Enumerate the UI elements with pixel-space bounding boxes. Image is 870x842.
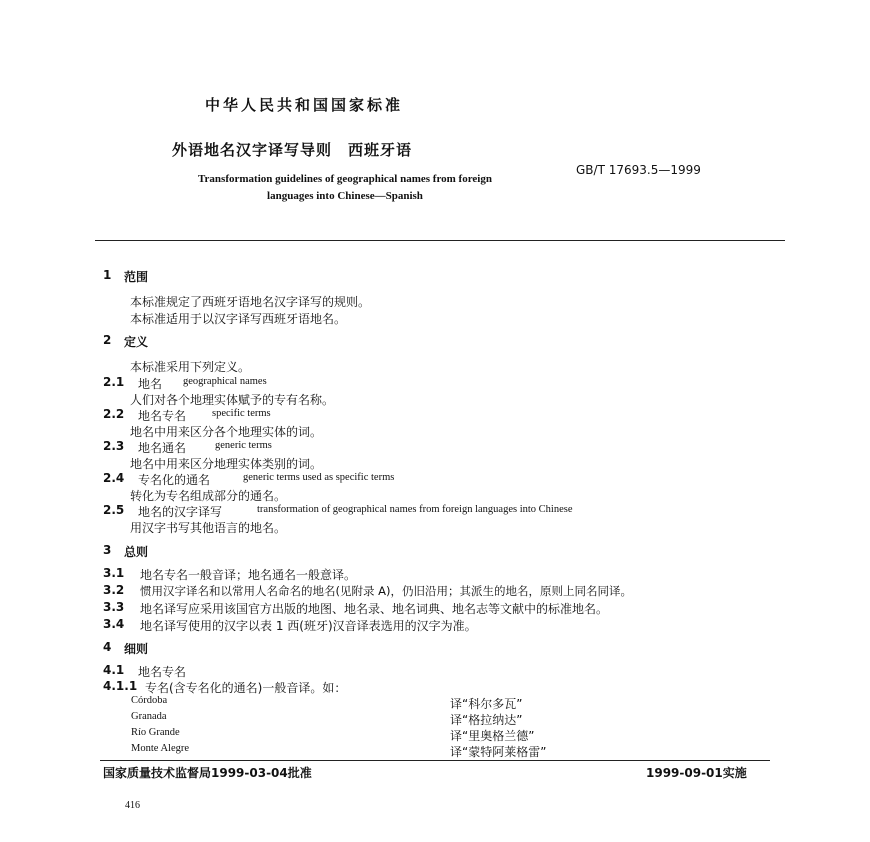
definition-term: 地名 (138, 377, 163, 391)
example-chinese-translation: 译“里奥格兰德” (450, 729, 535, 743)
standard-number: GB/T 17693.5—1999 (576, 163, 701, 177)
example-spanish-name: Monte Alegre (131, 743, 190, 754)
definition-number: 2.3 (103, 439, 125, 453)
chinese-title: 外语地名汉字译写导则 西班牙语 (172, 141, 413, 159)
header-divider (95, 240, 785, 241)
clause-text: 惯用汉字译名和以常用人名命名的地名(见附录 A)，仍旧沿用；其派生的地名，原则上同名同译。 (140, 584, 632, 598)
example-spanish-name: Río Grande (131, 727, 180, 738)
subclause-number: 4.1 (103, 663, 125, 677)
clause-text: 地名专名一般音译；地名通名一般意译。 (140, 568, 357, 582)
page-number: 416 (125, 800, 140, 811)
section-2-intro: 本标准采用下列定义。 (130, 360, 251, 374)
definition-term-english: geographical names (183, 376, 267, 387)
example-spanish-name: Granada (131, 711, 167, 722)
example-chinese-translation: 译“格拉纳达” (450, 713, 523, 727)
definition-term: 地名的汉字译写 (138, 505, 223, 519)
definition-number: 2.2 (103, 407, 125, 421)
section-4-title: 细则 (124, 642, 149, 656)
effective-date-line: 1999-09-01实施 (646, 766, 747, 780)
section-2-title: 定义 (124, 335, 149, 349)
section-4-number: 4 (103, 640, 112, 654)
national-standard-heading: 中华人民共和国国家标准 (205, 96, 404, 114)
section-1-paragraph-2: 本标准适用于以汉字译写西班牙语地名。 (130, 312, 347, 326)
example-chinese-translation: 译“蒙特阿莱格雷” (450, 745, 547, 759)
english-title: Transformation guidelines of geographical names from foreign languages into Chinese—Spanish (198, 173, 492, 202)
definition-term-english: generic terms used as specific terms (243, 472, 395, 483)
definition-term: 专名化的通名 (138, 473, 211, 487)
approval-line: 国家质量技术监督局1999-03-04批准 (103, 766, 312, 780)
definition-number: 2.4 (103, 471, 125, 485)
definition-number: 2.1 (103, 375, 125, 389)
subsubclause-text: 专名(含专名化的通名)一般音译。如： (145, 681, 347, 695)
section-3-title: 总则 (124, 545, 149, 559)
clause-number: 3.1 (103, 566, 125, 580)
definition-term-english: specific terms (212, 408, 271, 419)
clause-number: 3.3 (103, 600, 125, 614)
definition-term: 地名专名 (138, 409, 187, 423)
definition-text: 地名中用来区分地理实体类别的词。 (130, 457, 323, 471)
definition-text: 人们对各个地理实体赋予的专有名称。 (130, 393, 335, 407)
definition-text: 地名中用来区分各个地理实体的词。 (130, 425, 323, 439)
clause-text: 地名译写应采用该国官方出版的地图、地名录、地名词典、地名志等文献中的标准地名。 (140, 602, 609, 616)
clause-number: 3.4 (103, 617, 125, 631)
definition-term: 地名通名 (138, 441, 187, 455)
footer-divider (100, 760, 770, 761)
definition-term-english: transformation of geographical names from foreign languages into Chinese (257, 504, 573, 515)
definition-text: 用汉字书写其他语言的地名。 (130, 521, 287, 535)
section-3-number: 3 (103, 543, 112, 557)
clause-number: 3.2 (103, 583, 125, 597)
definition-term-english: generic terms (215, 440, 272, 451)
definition-text: 转化为专名组成部分的通名。 (130, 489, 287, 503)
clause-text: 地名译写使用的汉字以表 1 西(班牙)汉音译表选用的汉字为准。 (140, 619, 477, 633)
subsubclause-number: 4.1.1 (103, 679, 138, 693)
subclause-text: 地名专名 (138, 665, 187, 679)
example-spanish-name: Córdoba (131, 695, 168, 706)
definition-number: 2.5 (103, 503, 125, 517)
section-1-title: 范围 (124, 270, 149, 284)
section-1-number: 1 (103, 268, 112, 282)
section-2-number: 2 (103, 333, 112, 347)
example-chinese-translation: 译“科尔多瓦” (450, 697, 523, 711)
section-1-paragraph-1: 本标准规定了西班牙语地名汉字译写的规则。 (130, 295, 371, 309)
